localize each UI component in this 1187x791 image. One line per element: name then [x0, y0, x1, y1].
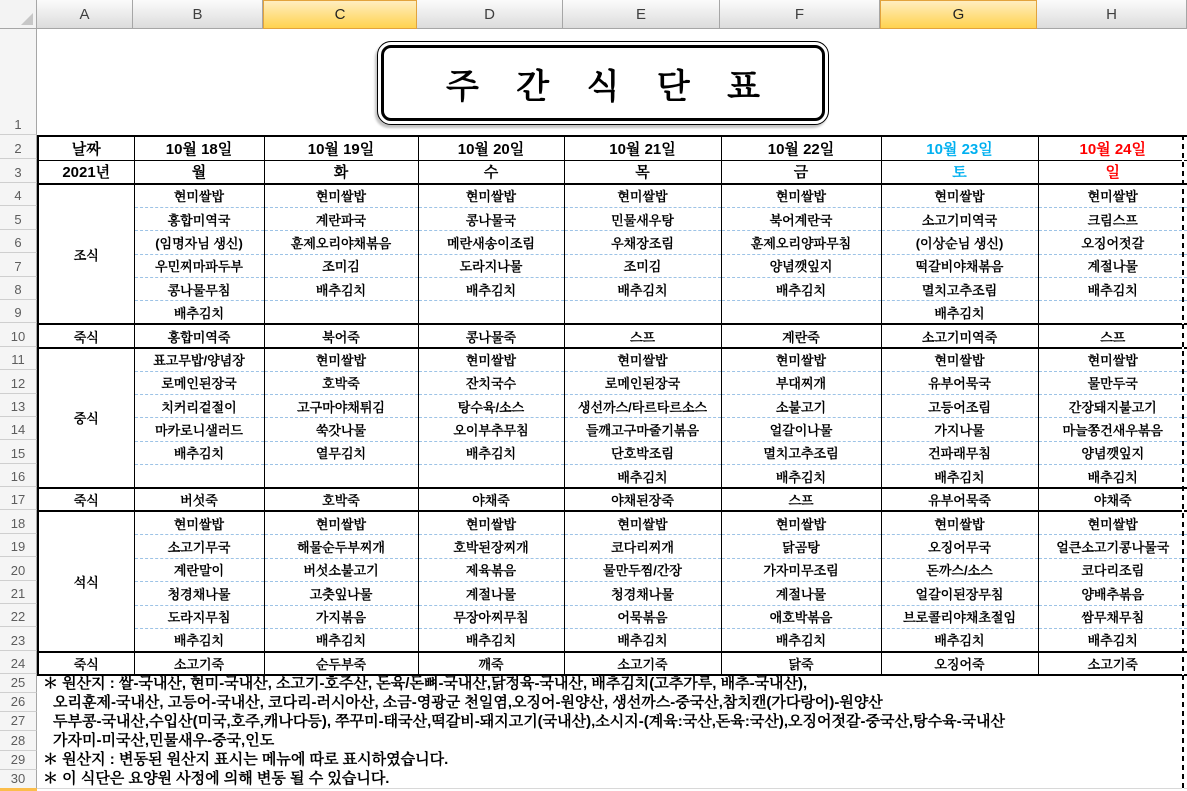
menu-cell-s2-c6-r4[interactable]: 양념깻잎지: [1038, 441, 1187, 464]
menu-cell-s2-c6-r1[interactable]: 물만두국: [1038, 371, 1187, 394]
menu-cell-s4-c2-r1[interactable]: 호박된장찌개: [418, 535, 564, 558]
column-header-A[interactable]: A: [37, 0, 133, 29]
footnote-line-3[interactable]: 두부콩-국내산,수입산(미국,호주,캐나다등), 쭈꾸미-태국산,떡갈비-돼지고기(국내산),소시지-(계육:국산,돈육:국산),오징어젓갈-중국산,탕수육-국내산: [53, 713, 1006, 731]
porridge-cell-s5-c1[interactable]: 순두부죽: [264, 652, 418, 675]
menu-cell-s2-c3-r0[interactable]: 현미쌀밥: [564, 348, 721, 371]
menu-cell-s2-c5-r3[interactable]: 가지나물: [881, 418, 1038, 441]
menu-cell-s4-c4-r0[interactable]: 현미쌀밥: [721, 511, 881, 534]
menu-cell-s2-c4-r1[interactable]: 부대찌개: [721, 371, 881, 394]
menu-cell-s0-c5-r0[interactable]: 현미쌀밥: [881, 184, 1038, 207]
menu-cell-s4-c0-r0[interactable]: 현미쌀밥: [134, 511, 264, 534]
menu-cell-s4-c1-r4[interactable]: 가지볶음: [264, 605, 418, 628]
date-cell-6[interactable]: 10월 24일: [1038, 136, 1187, 160]
menu-cell-s0-c4-r1[interactable]: 북어계란국: [721, 207, 881, 230]
select-all-triangle-icon: [21, 13, 33, 25]
porridge-cell-s3-c0[interactable]: 버섯죽: [134, 488, 264, 511]
menu-cell-s0-c4-r3[interactable]: 양념깻잎지: [721, 254, 881, 277]
menu-cell-s4-c3-r4[interactable]: 어묵볶음: [564, 605, 721, 628]
row-header-16[interactable]: 16: [0, 464, 37, 487]
section-label-0[interactable]: 조식: [38, 184, 134, 324]
menu-cell-s0-c2-r4[interactable]: 배추김치: [418, 278, 564, 301]
row-header-1[interactable]: 1: [0, 29, 37, 135]
row-header-7[interactable]: 7: [0, 253, 37, 276]
column-headers: [37, 0, 1187, 29]
menu-cell-s4-c4-r3[interactable]: 계절나물: [721, 582, 881, 605]
menu-cell-s0-c1-r2[interactable]: 훈제오리야채볶음: [264, 231, 418, 254]
menu-cell-s4-c3-r0[interactable]: 현미쌀밥: [564, 511, 721, 534]
menu-cell-s2-c4-r3[interactable]: 얼갈이나물: [721, 418, 881, 441]
page-break-line: [1182, 135, 1184, 791]
date-cell-5[interactable]: 10월 23일: [881, 136, 1038, 160]
menu-cell-s2-c1-r5[interactable]: [264, 465, 418, 488]
menu-cell-s4-c0-r1[interactable]: 소고기무국: [134, 535, 264, 558]
title-box-inner: [381, 45, 825, 121]
day-cell-3[interactable]: 목: [564, 160, 721, 184]
row-header-23[interactable]: 23: [0, 627, 37, 650]
menu-cell-s2-c3-r3[interactable]: 들깨고구마줄기볶음: [564, 418, 721, 441]
menu-cell-s2-c1-r4[interactable]: 열무김치: [264, 441, 418, 464]
day-cell-5[interactable]: 토: [881, 160, 1038, 184]
year-label-cell[interactable]: 2021년: [38, 160, 134, 184]
menu-cell-s0-c3-r0[interactable]: 현미쌀밥: [564, 184, 721, 207]
row-header-2[interactable]: 2: [0, 135, 37, 159]
menu-cell-s0-c6-r1[interactable]: 크림스프: [1038, 207, 1187, 230]
row-header-29[interactable]: 29: [0, 751, 37, 770]
page-title: 주 간 식 단 표: [445, 67, 774, 106]
row-header-10[interactable]: 10: [0, 323, 37, 346]
menu-cell-s2-c3-r5[interactable]: 배추김치: [564, 465, 721, 488]
menu-cell-s0-c1-r4[interactable]: 배추김치: [264, 278, 418, 301]
day-cell-6[interactable]: 일: [1038, 160, 1187, 184]
porridge-cell-s5-c0[interactable]: 소고기죽: [134, 652, 264, 675]
porridge-cell-s5-c4[interactable]: 닭죽: [721, 652, 881, 675]
menu-cell-s2-c4-r0[interactable]: 현미쌀밥: [721, 348, 881, 371]
menu-cell-s4-c4-r1[interactable]: 닭곰탕: [721, 535, 881, 558]
menu-cell-s2-c3-r2[interactable]: 생선까스/타르타르소스: [564, 395, 721, 418]
porridge-cell-s3-c3[interactable]: 야채된장죽: [564, 488, 721, 511]
section-label-3[interactable]: 죽식: [38, 488, 134, 511]
menu-cell-s2-c4-r5[interactable]: 배추김치: [721, 465, 881, 488]
menu-cell-s2-c3-r1[interactable]: 로메인된장국: [564, 371, 721, 394]
menu-table-body: [38, 136, 1187, 675]
column-header-B[interactable]: B: [133, 0, 263, 29]
row-header-12[interactable]: 12: [0, 370, 37, 393]
menu-cell-s4-c6-r2[interactable]: 코다리조림: [1038, 558, 1187, 581]
row-header-20[interactable]: 20: [0, 557, 37, 580]
menu-cell-s0-c4-r0[interactable]: 현미쌀밥: [721, 184, 881, 207]
menu-cell-s0-c0-r0[interactable]: 현미쌀밥: [134, 184, 264, 207]
porridge-cell-s1-c3[interactable]: 스프: [564, 324, 721, 347]
menu-cell-s0-c5-r1[interactable]: 소고기미역국: [881, 207, 1038, 230]
menu-cell-s2-c5-r4[interactable]: 건파래무침: [881, 441, 1038, 464]
menu-cell-s0-c2-r0[interactable]: 현미쌀밥: [418, 184, 564, 207]
menu-cell-s2-c0-r4[interactable]: 배추김치: [134, 441, 264, 464]
menu-cell-s0-c5-r5[interactable]: 배추김치: [881, 301, 1038, 324]
day-cell-0[interactable]: 월: [134, 160, 264, 184]
row-header-6[interactable]: 6: [0, 230, 37, 253]
row-header-19[interactable]: 19: [0, 534, 37, 557]
row-header-13[interactable]: 13: [0, 394, 37, 417]
menu-cell-s4-c3-r3[interactable]: 청경채나물: [564, 582, 721, 605]
footnote-line-2[interactable]: 오리훈제-국내산, 고등어-국내산, 코다리-러시아산, 소금-영광군 천일염,오징어-원양산, 생선까스-중국산,참치캔(가다랑어)-원양산: [53, 694, 883, 712]
menu-cell-s4-c5-r5[interactable]: 배추김치: [881, 628, 1038, 651]
porridge-cell-s1-c1[interactable]: 북어죽: [264, 324, 418, 347]
menu-cell-s2-c5-r1[interactable]: 유부어묵국: [881, 371, 1038, 394]
menu-cell-s2-c2-r1[interactable]: 잔치국수: [418, 371, 564, 394]
footnotes: [37, 674, 1187, 789]
menu-cell-s2-c1-r1[interactable]: 호박죽: [264, 371, 418, 394]
porridge-cell-s5-c2[interactable]: 깨죽: [418, 652, 564, 675]
porridge-cell-s5-c3[interactable]: 소고기죽: [564, 652, 721, 675]
menu-cell-s2-c6-r0[interactable]: 현미쌀밥: [1038, 348, 1187, 371]
menu-cell-s0-c0-r3[interactable]: 우민찌마파두부: [134, 254, 264, 277]
column-header-F[interactable]: F: [720, 0, 880, 29]
menu-cell-s4-c6-r3[interactable]: 양배추볶음: [1038, 582, 1187, 605]
menu-cell-s2-c2-r4[interactable]: 배추김치: [418, 441, 564, 464]
day-cell-1[interactable]: 화: [264, 160, 418, 184]
row-header-17[interactable]: 17: [0, 487, 37, 510]
menu-cell-s4-c6-r5[interactable]: 배추김치: [1038, 628, 1187, 651]
menu-cell-s0-c0-r4[interactable]: 콩나물무침: [134, 278, 264, 301]
menu-cell-s2-c4-r2[interactable]: 소불고기: [721, 395, 881, 418]
menu-cell-s4-c1-r5[interactable]: 배추김치: [264, 628, 418, 651]
row-header-3[interactable]: 3: [0, 159, 37, 183]
column-header-H[interactable]: H: [1037, 0, 1187, 29]
menu-cell-s2-c0-r3[interactable]: 마카로니샐러드: [134, 418, 264, 441]
porridge-cell-s3-c5[interactable]: 유부어묵죽: [881, 488, 1038, 511]
menu-cell-s4-c0-r2[interactable]: 계란말이: [134, 558, 264, 581]
menu-cell-s4-c5-r0[interactable]: 현미쌀밥: [881, 511, 1038, 534]
menu-cell-s2-c3-r4[interactable]: 단호박조림: [564, 441, 721, 464]
section-label-5[interactable]: 죽식: [38, 652, 134, 675]
menu-cell-s0-c6-r4[interactable]: 배추김치: [1038, 278, 1187, 301]
date-cell-2[interactable]: 10월 20일: [418, 136, 564, 160]
row-header-4[interactable]: 4: [0, 183, 37, 206]
menu-cell-s4-c6-r0[interactable]: 현미쌀밥: [1038, 511, 1187, 534]
menu-cell-s0-c3-r5[interactable]: [564, 301, 721, 324]
menu-cell-s4-c4-r5[interactable]: 배추김치: [721, 628, 881, 651]
menu-cell-s2-c6-r2[interactable]: 간장돼지불고기: [1038, 395, 1187, 418]
title-box[interactable]: [377, 41, 829, 125]
menu-cell-s0-c1-r3[interactable]: 조미김: [264, 254, 418, 277]
menu-cell-s2-c5-r2[interactable]: 고등어조림: [881, 395, 1038, 418]
menu-cell-s4-c4-r2[interactable]: 가자미무조림: [721, 558, 881, 581]
menu-cell-s4-c5-r4[interactable]: 브로콜리야채초절임: [881, 605, 1038, 628]
porridge-cell-s3-c4[interactable]: 스프: [721, 488, 881, 511]
menu-cell-s2-c1-r2[interactable]: 고구마야채튀김: [264, 395, 418, 418]
row-header-11[interactable]: 11: [0, 347, 37, 370]
menu-cell-s4-c5-r1[interactable]: 오징어무국: [881, 535, 1038, 558]
row-header-9[interactable]: 9: [0, 300, 37, 323]
row-header-27[interactable]: 27: [0, 712, 37, 731]
menu-cell-s4-c6-r1[interactable]: 얼큰소고기콩나물국: [1038, 535, 1187, 558]
date-cell-4[interactable]: 10월 22일: [721, 136, 881, 160]
row-header-5[interactable]: 5: [0, 206, 37, 229]
porridge-cell-s5-c5[interactable]: 오징어죽: [881, 652, 1038, 675]
menu-cell-s0-c6-r3[interactable]: 계절나물: [1038, 254, 1187, 277]
column-header-C[interactable]: C: [263, 0, 417, 29]
menu-cell-s2-c1-r0[interactable]: 현미쌀밥: [264, 348, 418, 371]
menu-cell-s0-c3-r4[interactable]: 배추김치: [564, 278, 721, 301]
menu-cell-s2-c0-r5[interactable]: [134, 465, 264, 488]
row-header-18[interactable]: 18: [0, 510, 37, 533]
menu-cell-s2-c1-r3[interactable]: 쑥갓나물: [264, 418, 418, 441]
menu-cell-s4-c1-r3[interactable]: 고춧잎나물: [264, 582, 418, 605]
date-cell-0[interactable]: 10월 18일: [134, 136, 264, 160]
menu-cell-s0-c3-r3[interactable]: 조미김: [564, 254, 721, 277]
section-label-2[interactable]: 중식: [38, 348, 134, 488]
menu-cell-s0-c5-r2[interactable]: (이상순님 생신): [881, 231, 1038, 254]
menu-cell-s2-c2-r5[interactable]: [418, 465, 564, 488]
menu-cell-s2-c6-r5[interactable]: 배추김치: [1038, 465, 1187, 488]
date-cell-1[interactable]: 10월 19일: [264, 136, 418, 160]
menu-cell-s0-c4-r4[interactable]: 배추김치: [721, 278, 881, 301]
footnote-line-5[interactable]: ＊ 원산지 : 변동된 원산지 표시는 메뉴에 따로 표시하였습니다.: [43, 751, 449, 769]
menu-cell-s4-c5-r3[interactable]: 얼갈이된장무침: [881, 582, 1038, 605]
menu-cell-s0-c3-r1[interactable]: 민물새우탕: [564, 207, 721, 230]
row-header-14[interactable]: 14: [0, 417, 37, 440]
menu-cell-s0-c1-r1[interactable]: 계란파국: [264, 207, 418, 230]
menu-cell-s2-c6-r3[interactable]: 마늘쫑건새우볶음: [1038, 418, 1187, 441]
menu-cell-s4-c6-r4[interactable]: 쌈무채무침: [1038, 605, 1187, 628]
menu-cell-s0-c1-r0[interactable]: 현미쌀밥: [264, 184, 418, 207]
column-header-D[interactable]: D: [417, 0, 563, 29]
menu-cell-s0-c6-r5[interactable]: [1038, 301, 1187, 324]
menu-cell-s2-c0-r0[interactable]: 표고무밥/양념장: [134, 348, 264, 371]
row-header-15[interactable]: 15: [0, 440, 37, 463]
menu-cell-s4-c2-r0[interactable]: 현미쌀밥: [418, 511, 564, 534]
row-header-24[interactable]: 24: [0, 651, 37, 674]
menu-cell-s4-c1-r2[interactable]: 버섯소불고기: [264, 558, 418, 581]
row-header-21[interactable]: 21: [0, 581, 37, 604]
menu-cell-s0-c2-r5[interactable]: [418, 301, 564, 324]
section-label-1[interactable]: 죽식: [38, 324, 134, 347]
menu-cell-s0-c6-r2[interactable]: 오징어젓갈: [1038, 231, 1187, 254]
menu-cell-s0-c0-r1[interactable]: 홍합미역국: [134, 207, 264, 230]
menu-cell-s0-c1-r5[interactable]: [264, 301, 418, 324]
column-header-E[interactable]: E: [563, 0, 720, 29]
menu-cell-s4-c0-r3[interactable]: 청경채나물: [134, 582, 264, 605]
date-label-cell[interactable]: 날짜: [38, 136, 134, 160]
menu-cell-s0-c3-r2[interactable]: 우채장조림: [564, 231, 721, 254]
menu-cell-s4-c0-r5[interactable]: 배추김치: [134, 628, 264, 651]
menu-cell-s4-c1-r1[interactable]: 해물순두부찌개: [264, 535, 418, 558]
row-header-25[interactable]: 25: [0, 674, 37, 693]
menu-cell-s0-c6-r0[interactable]: 현미쌀밥: [1038, 184, 1187, 207]
menu-cell-s4-c2-r2[interactable]: 제육볶음: [418, 558, 564, 581]
porridge-cell-s3-c6[interactable]: 야채죽: [1038, 488, 1187, 511]
day-cell-4[interactable]: 금: [721, 160, 881, 184]
menu-cell-s4-c3-r2[interactable]: 물만두찜/간장: [564, 558, 721, 581]
menu-cell-s0-c4-r5[interactable]: [721, 301, 881, 324]
menu-cell-s4-c3-r1[interactable]: 코다리찌개: [564, 535, 721, 558]
menu-cell-s2-c0-r1[interactable]: 로메인된장국: [134, 371, 264, 394]
menu-table: [37, 135, 1187, 676]
porridge-cell-s1-c2[interactable]: 콩나물죽: [418, 324, 564, 347]
menu-cell-s2-c5-r0[interactable]: 현미쌀밥: [881, 348, 1038, 371]
menu-cell-s0-c0-r2[interactable]: (임명자님 생신): [134, 231, 264, 254]
date-cell-3[interactable]: 10월 21일: [564, 136, 721, 160]
menu-cell-s4-c3-r5[interactable]: 배추김치: [564, 628, 721, 651]
day-cell-2[interactable]: 수: [418, 160, 564, 184]
menu-cell-s4-c4-r4[interactable]: 애호박볶음: [721, 605, 881, 628]
row-header-28[interactable]: 28: [0, 731, 37, 750]
menu-cell-s4-c2-r4[interactable]: 무장아찌무침: [418, 605, 564, 628]
column-header-G[interactable]: G: [880, 0, 1037, 29]
menu-cell-s0-c4-r2[interactable]: 훈제오리양파무침: [721, 231, 881, 254]
menu-cell-s2-c2-r2[interactable]: 탕수육/소스: [418, 395, 564, 418]
select-all-corner[interactable]: [0, 0, 37, 29]
porridge-cell-s3-c1[interactable]: 호박죽: [264, 488, 418, 511]
row-header-26[interactable]: 26: [0, 693, 37, 712]
menu-cell-s4-c2-r3[interactable]: 계절나물: [418, 582, 564, 605]
footnote-line-1[interactable]: ＊ 원산지 : 쌀-국내산, 현미-국내산, 소고기-호주산, 돈육/돈뼈-국내산,닭정육-국내산, 배추김치(고추가루, 배추-국내산),: [43, 675, 808, 692]
porridge-cell-s5-c6[interactable]: 소고기죽: [1038, 652, 1187, 675]
gridline: [37, 788, 1187, 789]
footnote-line-4[interactable]: 가자미-미국산,민물새우-중국,인도: [53, 732, 275, 750]
porridge-cell-s1-c5[interactable]: 소고기미역죽: [881, 324, 1038, 347]
menu-cell-s4-c1-r0[interactable]: 현미쌀밥: [264, 511, 418, 534]
menu-cell-s2-c2-r0[interactable]: 현미쌀밥: [418, 348, 564, 371]
row-header-8[interactable]: 8: [0, 277, 37, 300]
menu-cell-s2-c0-r2[interactable]: 치커리겉절이: [134, 395, 264, 418]
porridge-cell-s3-c2[interactable]: 야채죽: [418, 488, 564, 511]
menu-cell-s0-c0-r5[interactable]: 배추김치: [134, 301, 264, 324]
menu-cell-s4-c0-r4[interactable]: 도라지무침: [134, 605, 264, 628]
menu-cell-s2-c5-r5[interactable]: 배추김치: [881, 465, 1038, 488]
row-headers: [0, 29, 37, 789]
menu-cell-s2-c4-r4[interactable]: 멸치고추조림: [721, 441, 881, 464]
menu-cell-s4-c5-r2[interactable]: 돈까스/소스: [881, 558, 1038, 581]
footnote-line-6[interactable]: ＊ 이 식단은 요양원 사정에 의해 변동 될 수 있습니다.: [43, 770, 390, 788]
section-label-4[interactable]: 석식: [38, 511, 134, 651]
menu-cell-s2-c2-r3[interactable]: 오이부추무침: [418, 418, 564, 441]
menu-cell-s4-c2-r5[interactable]: 배추김치: [418, 628, 564, 651]
porridge-cell-s1-c6[interactable]: 스프: [1038, 324, 1187, 347]
row-header-22[interactable]: 22: [0, 604, 37, 627]
menu-cell-s0-c2-r2[interactable]: 메란새송이조림: [418, 231, 564, 254]
menu-cell-s0-c5-r3[interactable]: 떡갈비야채볶음: [881, 254, 1038, 277]
menu-cell-s0-c2-r3[interactable]: 도라지나물: [418, 254, 564, 277]
menu-cell-s0-c5-r4[interactable]: 멸치고추조림: [881, 278, 1038, 301]
porridge-cell-s1-c0[interactable]: 홍합미역죽: [134, 324, 264, 347]
menu-cell-s0-c2-r1[interactable]: 콩나물국: [418, 207, 564, 230]
row-header-30[interactable]: 30: [0, 770, 37, 789]
porridge-cell-s1-c4[interactable]: 계란죽: [721, 324, 881, 347]
